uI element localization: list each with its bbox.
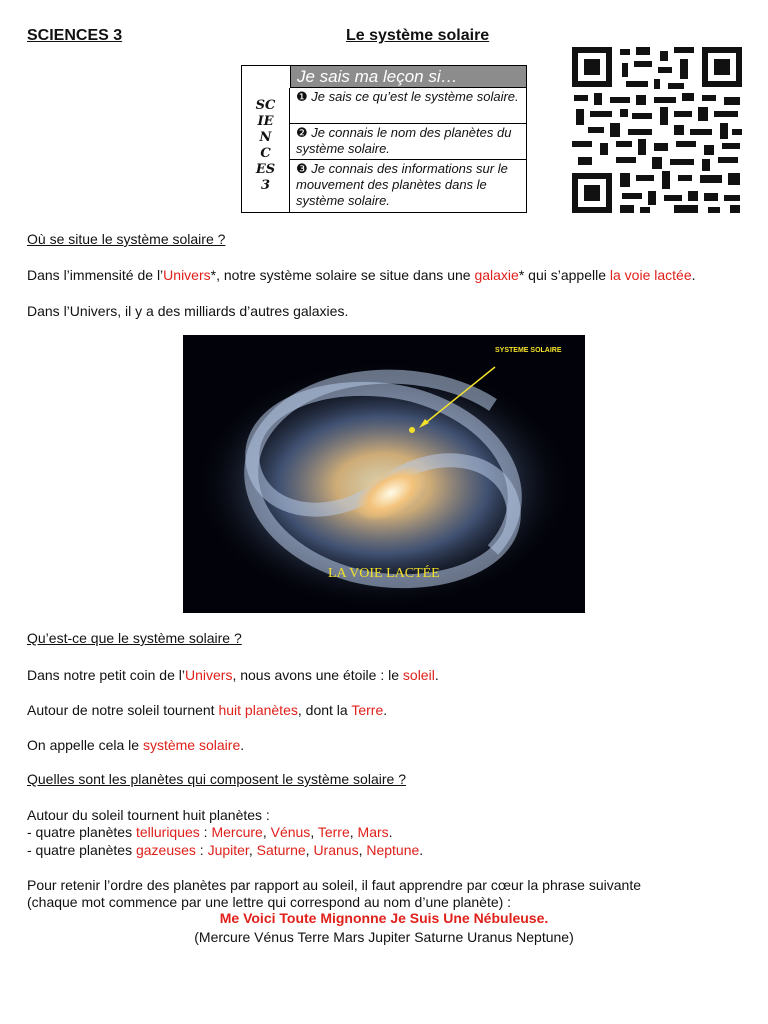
paragraph-retain-2: (chaque mot commence par une lettre qui correspond au nom d’une planète) : — [27, 894, 512, 910]
milky-way-image — [183, 335, 585, 613]
checklist-item: ❶ Je sais ce qu’est le système solaire. — [290, 88, 526, 124]
question-what: Qu’est-ce que le système solaire ? — [27, 630, 242, 646]
checklist-item: ❸ Je connais des informations sur le mouvement des planètes dans le système solaire. — [296, 161, 508, 208]
paragraph-intro: Autour du soleil tournent huit planètes : — [27, 807, 270, 823]
list-telluric: - quatre planètes telluriques : Mercure, Vénus, Terre, Mars. — [27, 824, 393, 840]
label-milky-way: LA VOIE LACTÉE — [328, 566, 440, 581]
mnemonic-sentence: Me Voici Toute Mignonne Je Suis Une Nébuleuse. — [219, 910, 549, 926]
mnemonic-key: (Mercure Vénus Terre Mars Jupiter Saturne Uranus Neptune) — [194, 929, 574, 945]
paragraph-where: Dans l’immensité de l’Univers*, notre système solaire se situe dans une galaxie* qui s’appelle la voie lactée. — [27, 267, 696, 283]
question-which: Quelles sont les planètes qui composent le système solaire ? — [27, 771, 406, 787]
list-gaseous: - quatre planètes gazeuses : Jupiter, Saturne, Uranus, Neptune. — [27, 842, 424, 858]
paragraph-retain-1: Pour retenir l’ordre des planètes par rapport au soleil, il faut apprendre par cœur la phrase suivante — [27, 877, 641, 893]
learning-checklist — [241, 65, 527, 213]
qr-code — [570, 45, 744, 215]
checklist-header: Je sais ma leçon si… — [290, 66, 526, 88]
label-solar-system: SYSTEME SOLAIRE — [495, 347, 562, 354]
paragraph-galaxies: Dans l’Univers, il y a des milliards d’autres galaxies. — [27, 303, 349, 319]
checklist-item: ❷ Je connais le nom des planètes du système solaire. — [290, 124, 526, 160]
question-where: Où se situe le système solaire ? — [27, 231, 226, 247]
paragraph-star: Dans notre petit coin de l’Univers, nous avons une étoile : le soleil. — [27, 667, 439, 683]
paragraph-planets: Autour de notre soleil tournent huit planètes, dont la Terre. — [27, 702, 388, 718]
course-label: SCIENCES 3 — [27, 27, 123, 44]
paragraph-definition: On appelle cela le système solaire. — [27, 737, 245, 753]
checklist-side-label: SC IE N C ES 3 — [242, 88, 290, 212]
page-title: Le système solaire — [346, 27, 490, 44]
